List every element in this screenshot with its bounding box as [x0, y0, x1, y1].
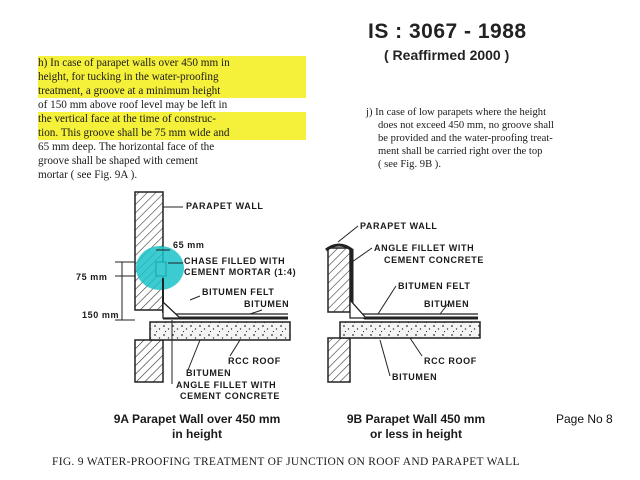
caption-9b-line1: 9B Parapet Wall 450 mm: [346, 412, 486, 426]
caption-9a-line1: 9A Parapet Wall over 450 mm: [113, 412, 281, 426]
caption-9a: [92, 412, 302, 442]
clause-h-line: height, for tucking in the water-proofing: [38, 70, 306, 84]
clause-h-line: the vertical face at the time of construc-: [38, 112, 306, 126]
label-bitumen-bottom-9a: BITUMEN: [186, 368, 232, 378]
label-angle-fillet-9b: ANGLE FILLET WITH: [374, 243, 475, 253]
label-bitumen-bottom-9b: BITUMEN: [392, 372, 438, 382]
label-chase: CHASE FILLED WITH: [184, 256, 286, 266]
clause-h-line: of 150 mm above roof level may be left in: [38, 99, 228, 111]
rcc-roof-9a: [150, 322, 290, 340]
label-rcc-roof-9b: RCC ROOF: [424, 356, 477, 366]
clause-j-line: ( see Fig. 9B ).: [378, 159, 441, 170]
label-rcc-roof-9a: RCC ROOF: [228, 356, 281, 366]
parapet-wall-9b: [328, 248, 350, 312]
page-number: Page No 8: [556, 412, 613, 426]
clause-j-line: ment shall be carried right over the top: [378, 146, 543, 157]
label-65mm: 65 mm: [173, 240, 205, 250]
label-parapet-wall-9b: PARAPET WALL: [360, 221, 438, 231]
clause-h-line: treatment, a groove at a minimum height: [38, 84, 306, 98]
rcc-roof-9b: [340, 322, 480, 338]
label-bitumen-felt-9b: BITUMEN FELT: [398, 281, 471, 291]
reaffirmed-note: ( Reaffirmed 2000 ): [384, 47, 510, 63]
clause-j-line: j) In case of low parapets where the height: [366, 107, 547, 118]
label-angle-fillet-9a: ANGLE FILLET WITH: [176, 380, 277, 390]
label-bitumen-top-9a: BITUMEN: [244, 299, 290, 309]
label-150mm: 150 mm: [82, 310, 120, 320]
standard-title: IS : 3067 - 1988: [368, 20, 527, 43]
label-bitumen-felt-9a: BITUMEN FELT: [202, 287, 275, 297]
clause-h-line: 65 mm deep. The horizontal face of the: [38, 141, 215, 153]
label-angle-fillet-9a-2: CEMENT CONCRETE: [180, 391, 281, 401]
chase-highlight: [136, 246, 184, 290]
label-bitumen-top-9b: BITUMEN: [424, 299, 470, 309]
figure-caption: FIG. 9 WATER-PROOFING TREATMENT OF JUNCTION ON ROOF AND PARAPET WALL: [52, 456, 520, 468]
clause-h-line: tion. This groove shall be 75 mm wide and: [38, 126, 306, 140]
clause-h-line: mortar ( see Fig. 9A ).: [38, 169, 138, 181]
label-chase-2: CEMENT MORTAR (1:4): [184, 267, 297, 277]
caption-9a-line2: in height: [172, 427, 222, 441]
caption-9b: [326, 412, 506, 442]
label-angle-fillet-9b-2: CEMENT CONCRETE: [384, 255, 485, 265]
clause-h-line: groove shall be shaped with cement: [38, 155, 198, 167]
clause-j-line: be provided and the water-proofing treat-: [378, 133, 553, 144]
label-parapet-wall-9a: PARAPET WALL: [186, 201, 264, 211]
label-75mm: 75 mm: [76, 272, 108, 282]
caption-9b-line2: or less in height: [369, 427, 462, 441]
clause-h-line: h) In case of parapet walls over 450 mm in: [38, 56, 306, 70]
clause-j-line: does not exceed 450 mm, no groove shall: [378, 120, 554, 131]
